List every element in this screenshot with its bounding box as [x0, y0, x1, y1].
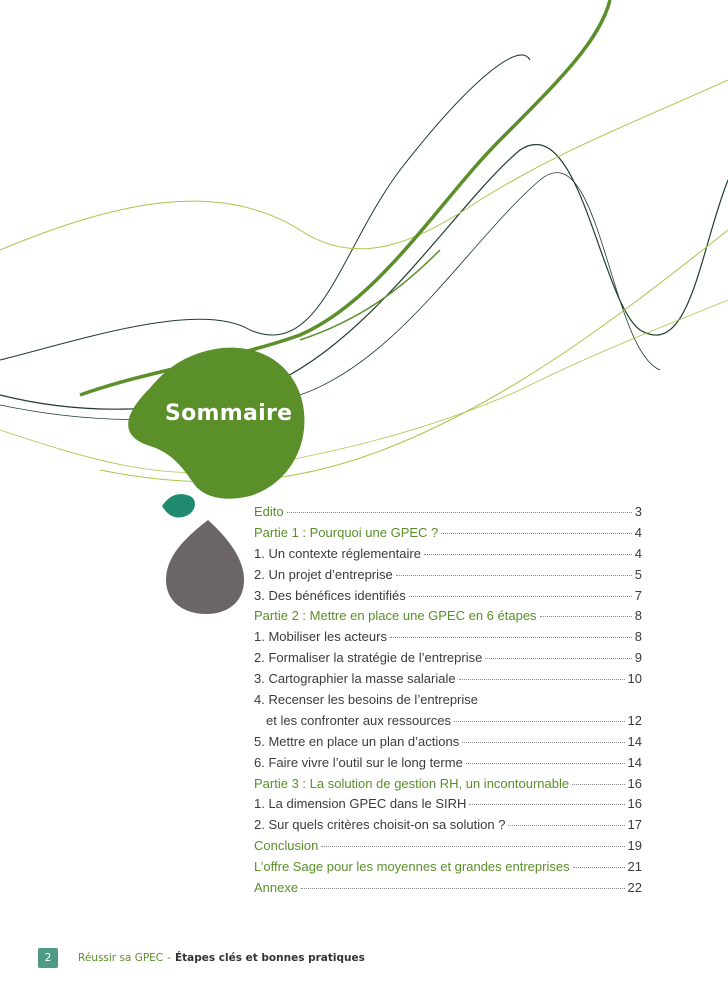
- toc-entry-page: 16: [627, 775, 642, 791]
- toc-entry[interactable]: [254, 838, 642, 859]
- page-title: Sommaire: [165, 401, 293, 426]
- toc-entry-page: 7: [634, 587, 642, 603]
- toc-entry[interactable]: [254, 755, 642, 776]
- footer-separator: -: [167, 952, 171, 964]
- toc-entry[interactable]: [254, 608, 642, 629]
- toc-entry[interactable]: [254, 671, 642, 692]
- toc-entry-label: Partie 3 : La solution de gestion RH, un incontournable: [254, 775, 570, 791]
- gray-droplet: [166, 520, 244, 614]
- curve-line: [0, 55, 530, 360]
- toc-entry-label: 3. Cartographier la masse salariale: [254, 671, 456, 687]
- toc-entry-label: 1. La dimension GPEC dans le SIRH: [254, 796, 467, 812]
- dot-leader: [540, 616, 632, 617]
- dot-leader: [287, 512, 632, 513]
- toc-entry[interactable]: [254, 567, 642, 588]
- dot-leader: [396, 575, 632, 576]
- curve-line: [0, 80, 728, 250]
- curve-line: [0, 173, 660, 420]
- toc-entry[interactable]: [254, 525, 642, 546]
- toc-entry-page: 4: [634, 545, 642, 561]
- dot-leader: [454, 721, 625, 722]
- toc-entry-page: 17: [627, 817, 642, 833]
- footer-doc-title: Réussir sa GPEC: [78, 952, 164, 964]
- toc-entry-page: 14: [627, 733, 642, 749]
- toc-entry-label: et les confronter aux ressources: [266, 712, 451, 728]
- toc-entry-page: 3: [634, 504, 642, 519]
- dot-leader: [462, 742, 624, 743]
- toc-entry-label: Partie 2 : Mettre en place une GPEC en 6 étapes: [254, 608, 537, 624]
- toc-entry-page: 22: [627, 880, 642, 896]
- dot-leader: [573, 867, 625, 868]
- toc-entry-label: 2. Un projet d’entreprise: [254, 566, 393, 582]
- dot-leader: [459, 679, 625, 680]
- toc-entry[interactable]: [254, 629, 642, 650]
- toc-entry-label: 2. Formaliser la stratégie de l’entreprise: [254, 650, 483, 666]
- toc-entry-label: Conclusion: [254, 838, 319, 854]
- dot-leader: [390, 637, 632, 638]
- toc-entry[interactable]: [254, 588, 642, 609]
- toc-entry[interactable]: [254, 504, 642, 525]
- dot-leader: [409, 596, 632, 597]
- dot-leader: [572, 784, 624, 785]
- page-footer: [38, 948, 365, 968]
- toc-entry-label: 5. Mettre en place un plan d’actions: [254, 733, 460, 749]
- toc-entry[interactable]: [254, 859, 642, 880]
- toc-entry-continuation[interactable]: [254, 713, 642, 734]
- toc-entry-label: Edito: [254, 504, 284, 519]
- toc-entry[interactable]: [254, 776, 642, 797]
- toc-entry-label: 1. Un contexte réglementaire: [254, 545, 421, 561]
- dot-leader: [508, 825, 624, 826]
- toc-entry-label: Annexe: [254, 880, 299, 896]
- toc-entry-label: 1. Mobiliser les acteurs: [254, 629, 387, 645]
- toc-entry-page: 5: [634, 566, 642, 582]
- page-number-badge: 2: [38, 948, 58, 968]
- toc-entry-page: 21: [627, 859, 642, 875]
- toc-entry[interactable]: [254, 880, 642, 901]
- dot-leader: [321, 846, 624, 847]
- toc-entry-page: 12: [627, 712, 642, 728]
- footer-subtitle: Étapes clés et bonnes pratiques: [174, 952, 365, 964]
- toc-entry-label: 6. Faire vivre l’outil sur le long terme: [254, 754, 463, 770]
- dot-leader: [466, 763, 625, 764]
- toc-entry-page: 8: [634, 629, 642, 645]
- dot-leader: [424, 554, 632, 555]
- toc-entry-page: 14: [627, 754, 642, 770]
- toc-entry[interactable]: [254, 650, 642, 671]
- toc-entry-label: 3. Des bénéfices identifiés: [254, 587, 406, 603]
- toc-entry-page: 4: [634, 524, 642, 540]
- toc-entry[interactable]: [254, 817, 642, 838]
- toc-entry-label: Partie 1 : Pourquoi une GPEC ?: [254, 524, 439, 540]
- toc-entry-page: 19: [627, 838, 642, 854]
- toc-entry-label: 4. Recenser les besoins de l’entreprise: [254, 692, 479, 708]
- curve-line: [0, 144, 728, 409]
- dot-leader: [441, 533, 631, 534]
- dot-leader: [485, 658, 631, 659]
- toc-entry[interactable]: [254, 692, 642, 713]
- toc-entry-label: 2. Sur quels critères choisit-on sa solution ?: [254, 817, 506, 833]
- toc-entry-page: 10: [627, 671, 642, 687]
- dot-leader: [301, 888, 624, 889]
- toc-entry[interactable]: [254, 734, 642, 755]
- toc-entry-page: 16: [627, 796, 642, 812]
- toc-entry-page: 8: [634, 608, 642, 624]
- toc-entry-page: 9: [634, 650, 642, 666]
- curve-line: [300, 250, 440, 340]
- toc-entry[interactable]: [254, 546, 642, 567]
- dot-leader: [469, 804, 624, 805]
- toc-entry-label: L’offre Sage pour les moyennes et grandes entreprises: [254, 859, 570, 875]
- table-of-contents: [254, 504, 642, 901]
- teal-droplet: [162, 494, 195, 517]
- toc-entry[interactable]: [254, 796, 642, 817]
